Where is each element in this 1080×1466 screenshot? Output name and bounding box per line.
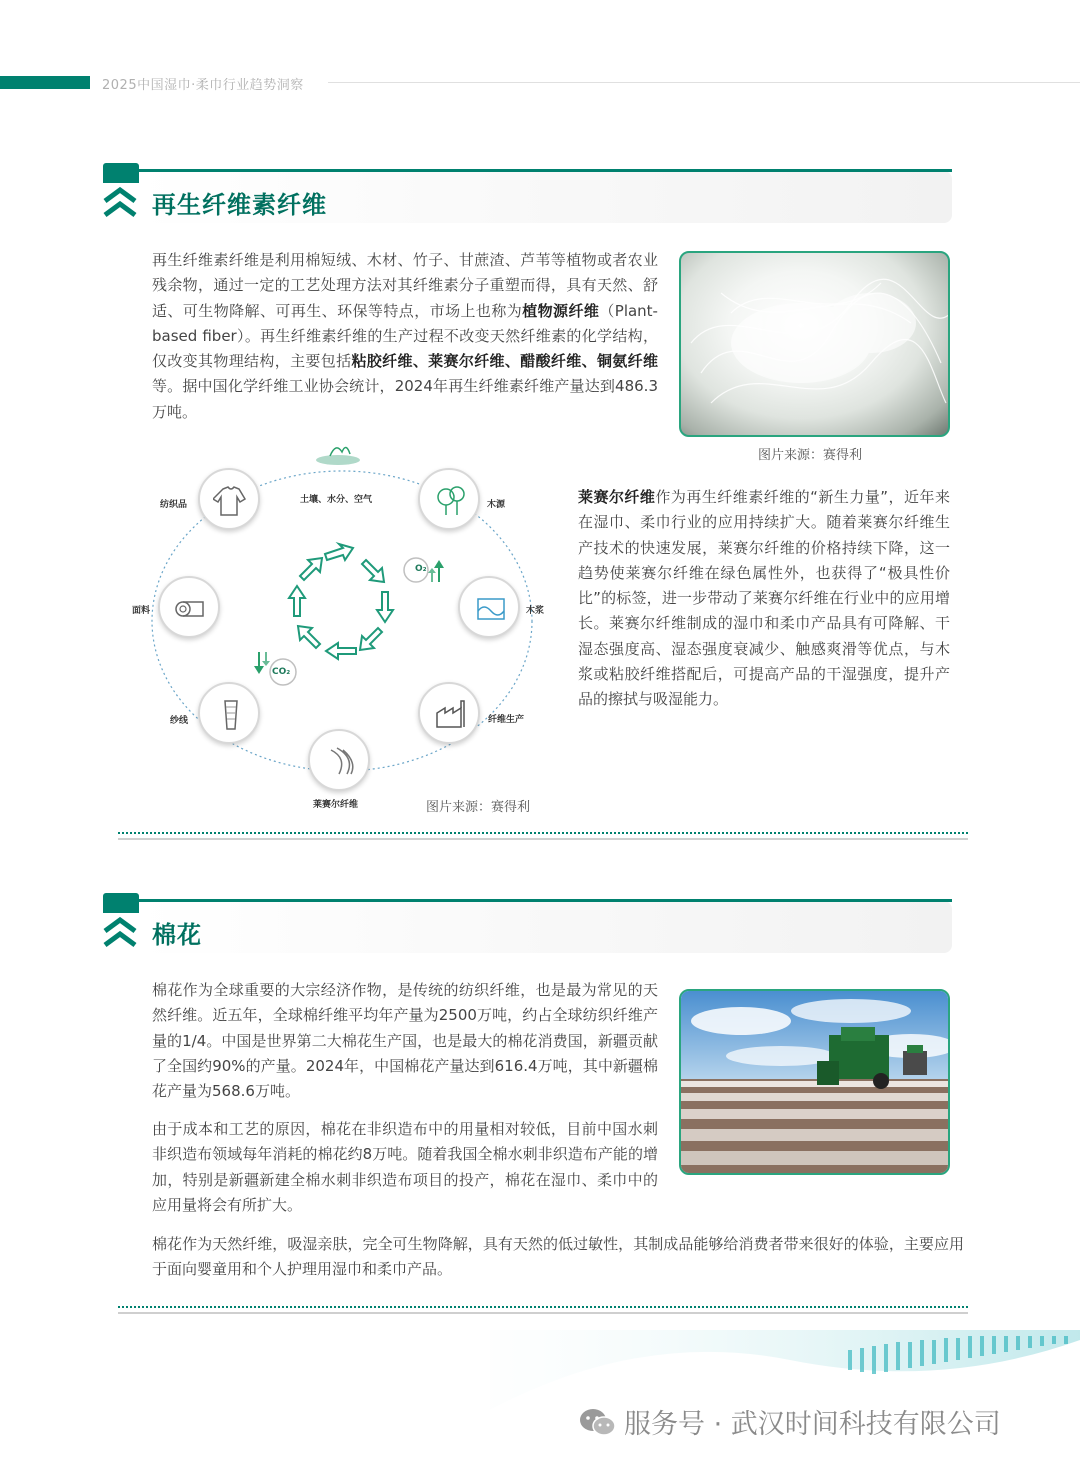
chevron-up-icon <box>100 913 140 953</box>
fabric-roll-icon <box>173 591 209 627</box>
fiber-production-label: 纤维生产 <box>488 715 525 725</box>
section-header-topline <box>138 169 952 172</box>
section-divider <box>118 1306 968 1314</box>
section-header-bar <box>134 901 952 953</box>
fiber-strand-icon <box>323 744 359 780</box>
header-rule <box>328 82 1080 83</box>
bold-term: 粘胶纤维、莱赛尔纤维、醋酸纤维、铜氨纤维 <box>351 352 658 371</box>
pulp-node <box>458 576 520 638</box>
yarn-node <box>198 682 260 744</box>
wood-source-node <box>418 468 480 530</box>
lyocell-node <box>308 729 370 791</box>
text-run: 等。据中国化学纤维工业协会统计，2024年再生纤维素纤维产量达到486.3万吨。 <box>152 377 658 421</box>
paragraph-cotton-benefits: 棉花作为天然纤维，吸湿亲肤，完全可生物降解，具有天然的低过敏性，其制成品能够给消费者带来很好的体验，主要应用于面向婴童用和个人护理用湿巾和柔巾产品。 <box>152 1235 964 1279</box>
fiber-production-node <box>418 682 480 744</box>
section-title: 棉花 <box>152 921 202 949</box>
section-header-cotton <box>100 893 952 953</box>
paragraph-cotton-nonwoven: 由于成本和工艺的原因，棉花在非织造布中的用量相对较低，目前中国水刺非织造布领域每年消耗的棉花约8万吨。随着我国全棉水刺非织造布产能的增加，特别是新疆新建全棉水刺非织造布项目的投产，棉花在湿巾、柔巾中的应用量将会有所扩大。 <box>152 1120 658 1214</box>
co2-label: CO₂ <box>272 667 291 677</box>
yarn-label: 纱线 <box>170 716 189 726</box>
lyocell-label: 莱赛尔纤维 <box>313 800 359 810</box>
footer-wave-decoration <box>490 1330 1080 1410</box>
sweater-icon <box>213 483 249 519</box>
pulp-icon <box>473 591 509 627</box>
watermark-text: 服务号 · 武汉时间科技有限公司 <box>624 1409 1001 1440</box>
paragraph-lyocell <box>578 485 950 713</box>
section-header-topline <box>138 899 952 902</box>
diagram-caption: 图片来源：赛得利 <box>426 800 531 815</box>
bold-term: 植物源纤维 <box>522 301 600 320</box>
section-title: 再生纤维素纤维 <box>152 191 327 219</box>
report-title: 2025中国湿巾·柔巾行业趋势洞察 <box>102 78 304 93</box>
soil-label: 土壤、水分、空气 <box>300 495 373 505</box>
paragraph-regenerated-intro <box>152 248 658 425</box>
spool-icon <box>213 697 249 733</box>
text-run: 再生纤维素纤维是利用棉短绒、木材、竹子、甘蔗渣、芦苇等植物或者农业残余物，通过一定的工艺处理方法对其纤维素分子重塑而得，具有天然、舒适、可生物降解、可再生、环保等特点，市场上也称为 <box>152 251 658 320</box>
factory-icon <box>433 697 469 733</box>
pulp-label: 木浆 <box>526 606 545 616</box>
paragraph-cotton-intro: 棉花作为全球重要的大宗经济作物，是传统的纺织纤维，也是最为常见的天然纤维。近五年，全球棉纤维平均年产量为2500万吨，约占全球纺织纤维产量的1/4。中国是世界第二大棉花生产国，也是最大的棉花消费国，新疆贡献了全国约90%的产量。2024年，中国棉花产量达到616.4万吨，其中新疆棉花产量为568.6万吨。 <box>152 981 658 1101</box>
textile-label: 纺织品 <box>160 500 188 510</box>
cotton-field-photo <box>679 989 950 1175</box>
textile-node <box>198 468 260 530</box>
fabric-label: 面料 <box>132 606 151 616</box>
text-run: （Plant-based fiber）。再生纤维素纤维的生产过程不改变天然纤维素的化学结构，仅改变其物理结构，主要包括 <box>152 301 658 371</box>
section-header-regenerated-cellulose <box>100 163 952 223</box>
chevron-up-icon <box>100 183 140 223</box>
section-divider <box>118 832 968 840</box>
wood-label: 木源 <box>487 500 506 510</box>
text-run: 作为再生纤维素纤维的“新生力量”，近年来在湿巾、柔巾行业的应用持续扩大。随着莱赛尔纤维生产技术的快速发展，莱赛尔纤维的价格持续下降，这一趋势使莱赛尔纤维在绿色属性外，也获得了“极具性价比”的标签，进一步带动了莱赛尔纤维在行业中的应用增长。莱赛尔纤维制成的湿巾和柔巾产品具有可降解、干湿态强度高、湿态强度衰减少、触感爽滑等优点，与木浆或粘胶纤维搭配后，可提高产品的干湿强度，提升产品的擦拭与吸湿能力。 <box>578 488 950 709</box>
fabric-node <box>158 576 220 638</box>
fiber-photo <box>679 251 950 437</box>
header-accent-bar <box>0 76 90 89</box>
bold-term: 莱赛尔纤维 <box>578 488 656 506</box>
wechat-icon <box>578 1406 618 1438</box>
o2-label: O₂ <box>415 564 427 574</box>
tree-icon <box>433 483 469 519</box>
photo-caption: 图片来源：赛得利 <box>758 448 863 463</box>
lifecycle-diagram <box>120 436 560 816</box>
